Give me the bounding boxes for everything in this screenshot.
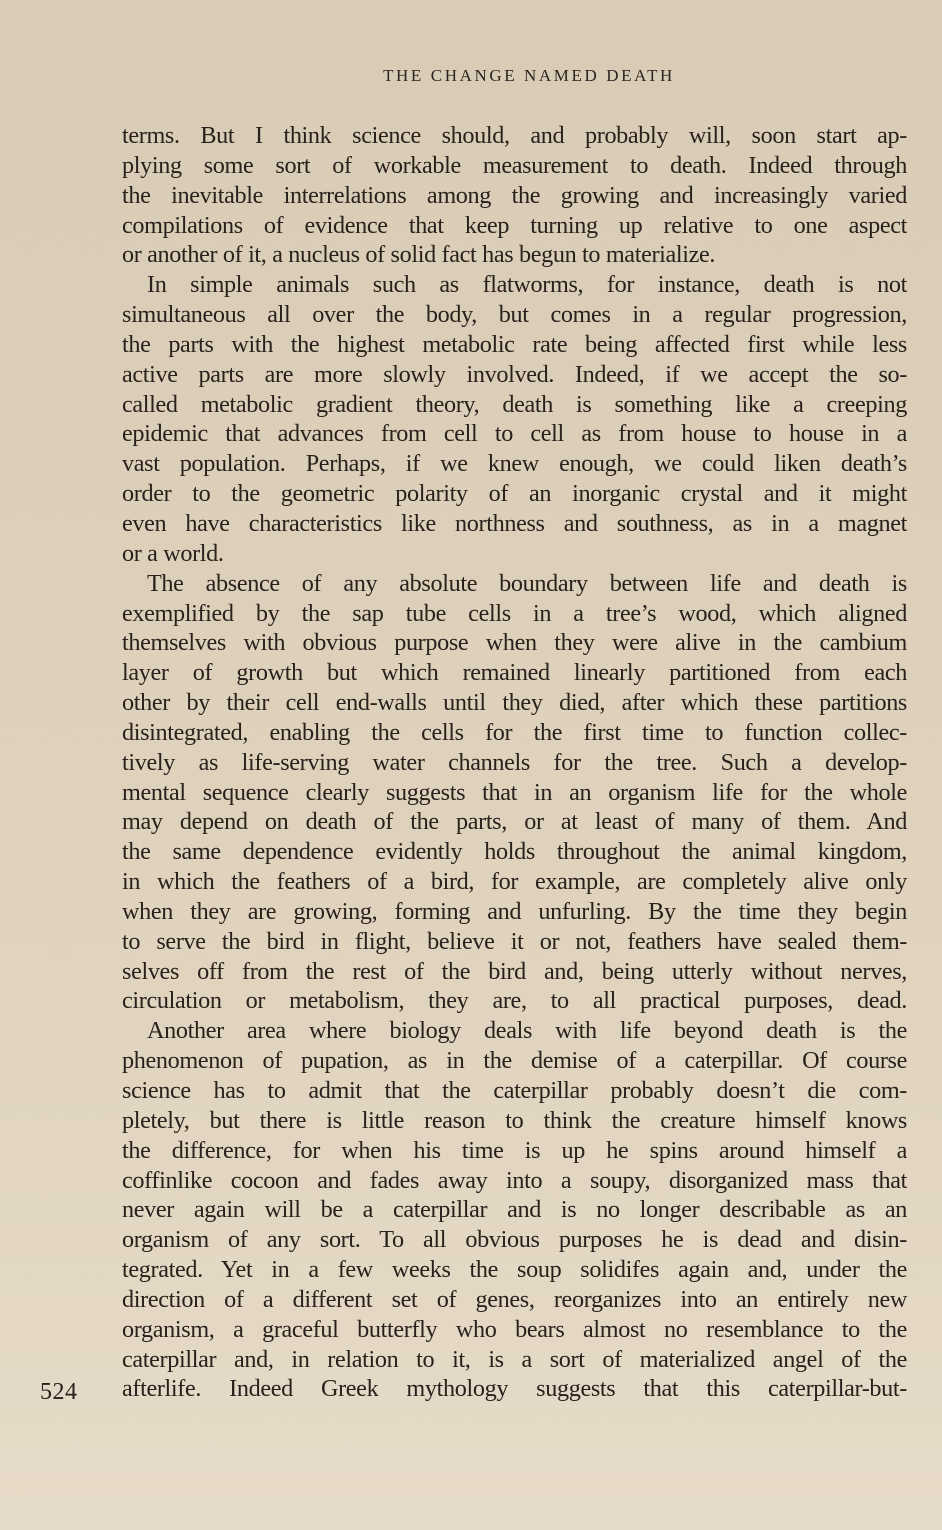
text-line: may depend on death of the parts, or at least of many of them. And: [122, 808, 907, 836]
text-line: terms. But I think science should, and probably will, soon start ap-: [122, 122, 907, 149]
text-line: to serve the bird in flight, believe it or not, feathers have sealed them-: [122, 927, 907, 955]
text-line: organism of any sort. To all obvious purposes he is dead and disin-: [122, 1226, 907, 1254]
text-line: active parts are more slowly involved. Indeed, if we accept the so-: [122, 360, 907, 388]
text-line: order to the geometric polarity of an inorganic crystal and it might: [122, 480, 907, 508]
text-line: in which the feathers of a bird, for example, are completely alive only: [122, 868, 907, 896]
text-line: disintegrated, enabling the cells for the first time to function collec-: [122, 718, 907, 746]
text-line: plying some sort of workable measurement to death. Indeed through: [122, 151, 907, 179]
text-line: caterpillar and, in relation to it, is a sort of materialized angel of the: [122, 1345, 907, 1373]
paragraph: [122, 569, 907, 1017]
text-line: themselves with obvious purpose when they were alive in the cambium: [122, 629, 907, 657]
text-line: The absence of any absolute boundary between life and death is: [147, 569, 907, 597]
text-line: the inevitable interrelations among the growing and increasingly varied: [122, 181, 907, 209]
text-line: direction of a different set of genes, reorganizes into an entirely new: [122, 1285, 907, 1313]
text-line: Another area where biology deals with life beyond death is the: [147, 1017, 907, 1045]
text-line: afterlife. Indeed Greek mythology suggests that this caterpillar-but-: [122, 1375, 907, 1403]
text-line: science has to admit that the caterpillar probably doesn’t die com-: [122, 1077, 907, 1104]
text-line: the difference, for when his time is up he spins around himself a: [122, 1136, 907, 1164]
text-line: mental sequence clearly suggests that in an organism life for the whole: [122, 778, 907, 806]
body-text: [122, 121, 907, 1404]
text-line: or a world.: [122, 539, 224, 567]
text-line: coffinlike cocoon and fades away into a soupy, disorganized mass that: [122, 1166, 907, 1194]
text-line: even have characteristics like northness and southness, as in a magnet: [122, 509, 907, 537]
text-line: the parts with the highest metabolic rate being affected first while less: [122, 330, 907, 358]
page-number: 524: [40, 1379, 78, 1405]
text-line: when they are growing, forming and unfurling. By the time they begin: [122, 897, 907, 925]
text-line: pletely, but there is little reason to think the creature himself knows: [122, 1106, 907, 1134]
text-line: exemplified by the sap tube cells in a tree’s wood, which aligned: [122, 599, 907, 627]
running-head: THE CHANGE NAMED DEATH: [383, 66, 675, 85]
text-line: compilations of evidence that keep turning up relative to one aspect: [122, 211, 907, 239]
text-line: the same dependence evidently holds throughout the animal kingdom,: [122, 838, 907, 866]
paragraph: [122, 1016, 907, 1404]
text-line: tegrated. Yet in a few weeks the soup solidifes again and, under the: [122, 1256, 907, 1284]
text-line: In simple animals such as flatworms, for instance, death is not: [147, 271, 907, 299]
text-line: selves off from the rest of the bird and, being utterly without nerves,: [122, 957, 907, 985]
paragraph: [122, 121, 907, 270]
text-line: called metabolic gradient theory, death is something like a creeping: [122, 390, 907, 418]
text-line: phenomenon of pupation, as in the demise of a caterpillar. Of course: [122, 1047, 907, 1075]
text-line: other by their cell end-walls until they died, after which these partitions: [122, 689, 907, 717]
text-line: epidemic that advances from cell to cell as from house to house in a: [122, 420, 907, 448]
text-line: organism, a graceful butterfly who bears almost no resemblance to the: [122, 1315, 907, 1343]
text-line: never again will be a caterpillar and is no longer describable as an: [122, 1196, 907, 1224]
text-line: vast population. Perhaps, if we knew enough, we could liken death’s: [122, 450, 907, 478]
text-line: or another of it, a nucleus of solid fact has begun to materialize.: [122, 241, 716, 269]
text-line: simultaneous all over the body, but comes in a regular progression,: [122, 301, 907, 329]
text-line: layer of growth but which remained linearly partitioned from each: [122, 659, 907, 687]
paragraph: [122, 270, 907, 568]
text-line: circulation or metabolism, they are, to all practical purposes, dead.: [122, 987, 907, 1015]
text-line: tively as life-serving water channels for the tree. Such a develop-: [122, 748, 907, 776]
